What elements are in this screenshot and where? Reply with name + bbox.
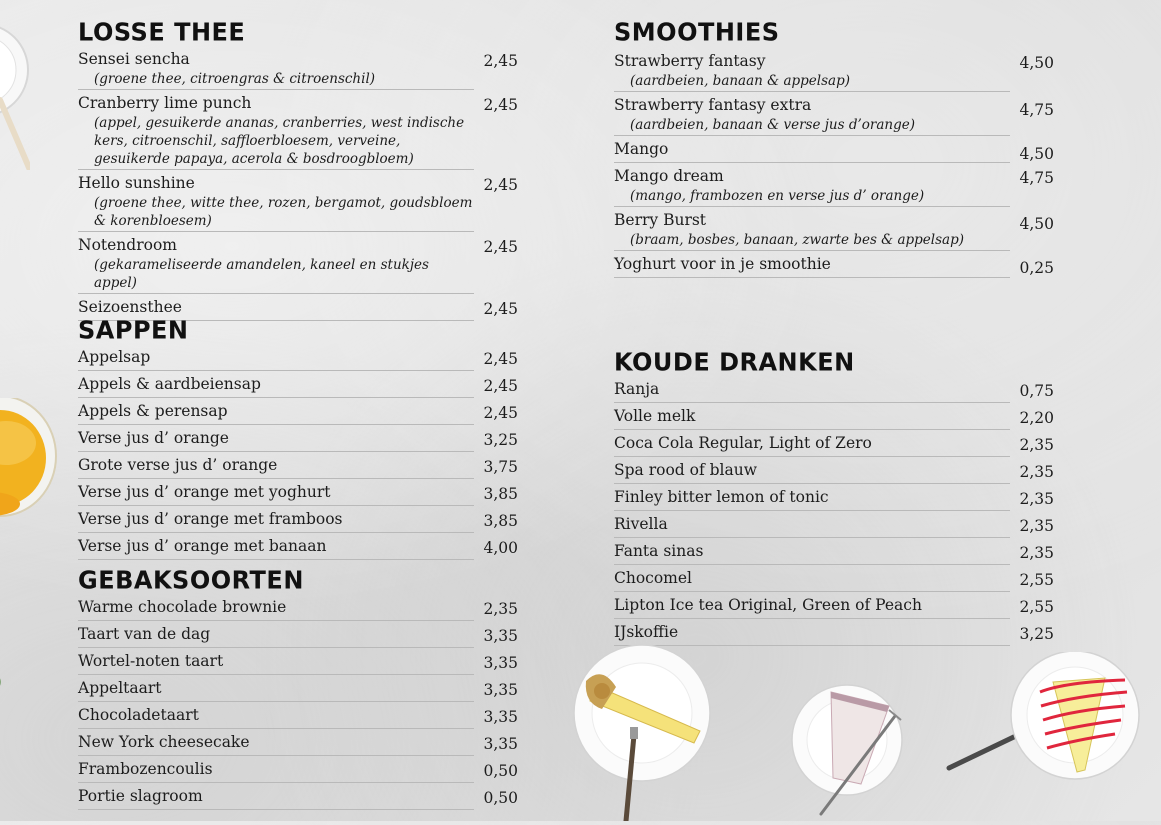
strawberry-cheesecake-plate-icon (945, 652, 1145, 782)
item-name: Appeltaart (78, 679, 162, 697)
item-description: (mango, frambozen en verse jus d’ orange) (630, 188, 925, 204)
item-name: Rivella (614, 515, 668, 533)
item-name: Verse jus d’ orange met yoghurt (78, 483, 331, 501)
item-price: 4,75 (1019, 101, 1054, 119)
item-price: 4,75 (1019, 169, 1054, 187)
section-sappen (78, 317, 518, 560)
menu-item (78, 374, 518, 398)
menu-item (614, 95, 1054, 136)
item-name: Verse jus d’ orange met framboos (78, 510, 343, 528)
section-title: KOUDE DRANKEN (614, 347, 855, 377)
orange-juice-glass-icon (0, 398, 60, 523)
item-price: 2,45 (483, 176, 518, 194)
section-title: SAPPEN (78, 315, 189, 345)
menu-item (614, 379, 1054, 403)
item-price: 3,75 (483, 458, 518, 476)
item-price: 3,85 (483, 485, 518, 503)
item-name: Lipton Ice tea Original, Green of Peach (614, 596, 922, 614)
item-price: 3,35 (483, 708, 518, 726)
item-price: 0,50 (483, 762, 518, 780)
item-description: (gekarameliseerde amandelen, kaneel en stukjes appel) (94, 257, 429, 291)
menu-item (78, 401, 518, 425)
section-smoothies (614, 19, 1054, 278)
menu-item (78, 732, 518, 756)
item-name: Mango dream (614, 167, 724, 185)
item-name: Berry Burst (614, 211, 707, 229)
item-price: 3,35 (483, 654, 518, 672)
item-price: 2,20 (1019, 409, 1054, 427)
item-name: Chocoladetaart (78, 706, 199, 724)
menu-item (78, 455, 518, 479)
item-name: Verse jus d’ orange (78, 429, 229, 447)
item-price: 2,45 (483, 377, 518, 395)
menu-item (614, 166, 1054, 207)
item-price: 2,45 (483, 96, 518, 114)
item-name: Appelsap (78, 348, 151, 366)
item-price: 2,45 (483, 238, 518, 256)
item-name: Strawberry fantasy (614, 52, 766, 70)
menu-item (78, 93, 518, 170)
item-name: Hello sunshine (78, 174, 195, 192)
item-name: New York cheesecake (78, 733, 250, 751)
item-name: Chocomel (614, 569, 693, 587)
item-name: Wortel-noten taart (78, 652, 224, 670)
item-price: 2,35 (1019, 490, 1054, 508)
item-price: 4,50 (1019, 215, 1054, 233)
tea-cup-icon (0, 10, 30, 120)
menu-item (614, 514, 1054, 538)
item-name: Notendroom (78, 236, 177, 254)
section-title: SMOOTHIES (614, 17, 780, 47)
item-name: Fanta sinas (614, 542, 704, 560)
item-name: Cranberry lime punch (78, 94, 252, 112)
item-name: Warme chocolade brownie (78, 598, 287, 616)
item-price: 2,45 (483, 52, 518, 70)
menu-item (78, 651, 518, 675)
menu-item (78, 786, 518, 810)
menu-item (614, 487, 1054, 511)
section-title: GEBAKSOORTEN (78, 565, 304, 595)
section-title: LOSSE THEE (78, 17, 246, 47)
menu-item (78, 49, 518, 90)
item-name: Appels & aardbeiensap (78, 375, 261, 393)
item-name: Sensei sencha (78, 50, 190, 68)
item-name: Coca Cola Regular, Light of Zero (614, 434, 872, 452)
menu-item (78, 678, 518, 702)
item-description: (groene thee, citroengras & citroenschil) (94, 71, 376, 87)
menu-item (614, 568, 1054, 592)
item-price: 4,00 (483, 539, 518, 557)
menu-item (614, 433, 1054, 457)
menu-item (78, 347, 518, 371)
section-gebaksoorten (78, 567, 518, 810)
menu-item (78, 235, 518, 294)
menu-item (614, 254, 1054, 278)
item-price: 0,50 (483, 789, 518, 807)
item-description: (aardbeien, banaan & appelsap) (630, 73, 850, 89)
menu-item (78, 428, 518, 452)
item-name: Ranja (614, 380, 660, 398)
item-price: 2,45 (483, 300, 518, 318)
menu-item (614, 595, 1054, 619)
item-price: 4,50 (1019, 145, 1054, 163)
item-price: 0,25 (1019, 259, 1054, 277)
item-name: Spa rood of blauw (614, 461, 757, 479)
cake-slice-plate-icon (791, 676, 903, 816)
section-koude-dranken (614, 349, 1054, 646)
item-name: Frambozencoulis (78, 760, 213, 778)
menu-item (614, 139, 1054, 163)
item-price: 3,35 (483, 681, 518, 699)
menu-item (614, 51, 1054, 92)
item-price: 2,35 (1019, 517, 1054, 535)
item-price: 2,45 (483, 350, 518, 368)
menu-item (78, 705, 518, 729)
menu-item (614, 541, 1054, 565)
menu-item (614, 406, 1054, 430)
menu-item (78, 597, 518, 621)
item-price: 2,35 (1019, 463, 1054, 481)
item-name: Appels & perensap (78, 402, 228, 420)
item-price: 3,35 (483, 627, 518, 645)
item-price: 3,85 (483, 512, 518, 530)
item-name: Portie slagroom (78, 787, 203, 805)
item-description: (groene thee, witte thee, rozen, bergamot, goudsbloem & korenbloesem) (94, 195, 473, 229)
item-name: Finley bitter lemon of tonic (614, 488, 829, 506)
item-price: 2,35 (1019, 436, 1054, 454)
item-name: Volle melk (614, 407, 696, 425)
section-losse-thee (78, 19, 518, 321)
item-name: Yoghurt voor in je smoothie (614, 255, 831, 273)
menu-item (78, 624, 518, 648)
menu-item (78, 759, 518, 783)
item-name: Verse jus d’ orange met banaan (78, 537, 327, 555)
menu-item (614, 210, 1054, 251)
green-leaf-icon (0, 668, 8, 698)
item-price: 3,25 (483, 431, 518, 449)
item-name: IJskoffie (614, 623, 679, 641)
item-price: 3,35 (483, 735, 518, 753)
menu-item (78, 173, 518, 232)
item-name: Seizoensthee (78, 298, 182, 316)
item-price: 2,55 (1019, 598, 1054, 616)
item-price: 2,45 (483, 404, 518, 422)
item-price: 2,35 (483, 600, 518, 618)
cheesecake-plate-icon (572, 643, 712, 821)
item-price: 3,25 (1019, 625, 1054, 643)
item-price: 0,75 (1019, 382, 1054, 400)
menu-item (78, 536, 518, 560)
item-price: 2,35 (1019, 544, 1054, 562)
menu-item (78, 482, 518, 506)
item-description: (appel, gesuikerde ananas, cranberries, west indische kers, citroenschil, saffloerbloesem, verveine, gesuikerde papaya, acerola & bosdroogbloem) (94, 115, 465, 167)
item-description: (aardbeien, banaan & verse jus d’orange) (630, 117, 915, 133)
item-name: Mango (614, 140, 669, 158)
menu-item (78, 509, 518, 533)
item-price: 2,55 (1019, 571, 1054, 589)
item-name: Grote verse jus d’ orange (78, 456, 278, 474)
item-description: (braam, bosbes, banaan, zwarte bes & appelsap) (630, 232, 964, 248)
item-name: Strawberry fantasy extra (614, 96, 812, 114)
menu-item (614, 460, 1054, 484)
item-name: Taart van de dag (78, 625, 211, 643)
item-price: 4,50 (1019, 54, 1054, 72)
